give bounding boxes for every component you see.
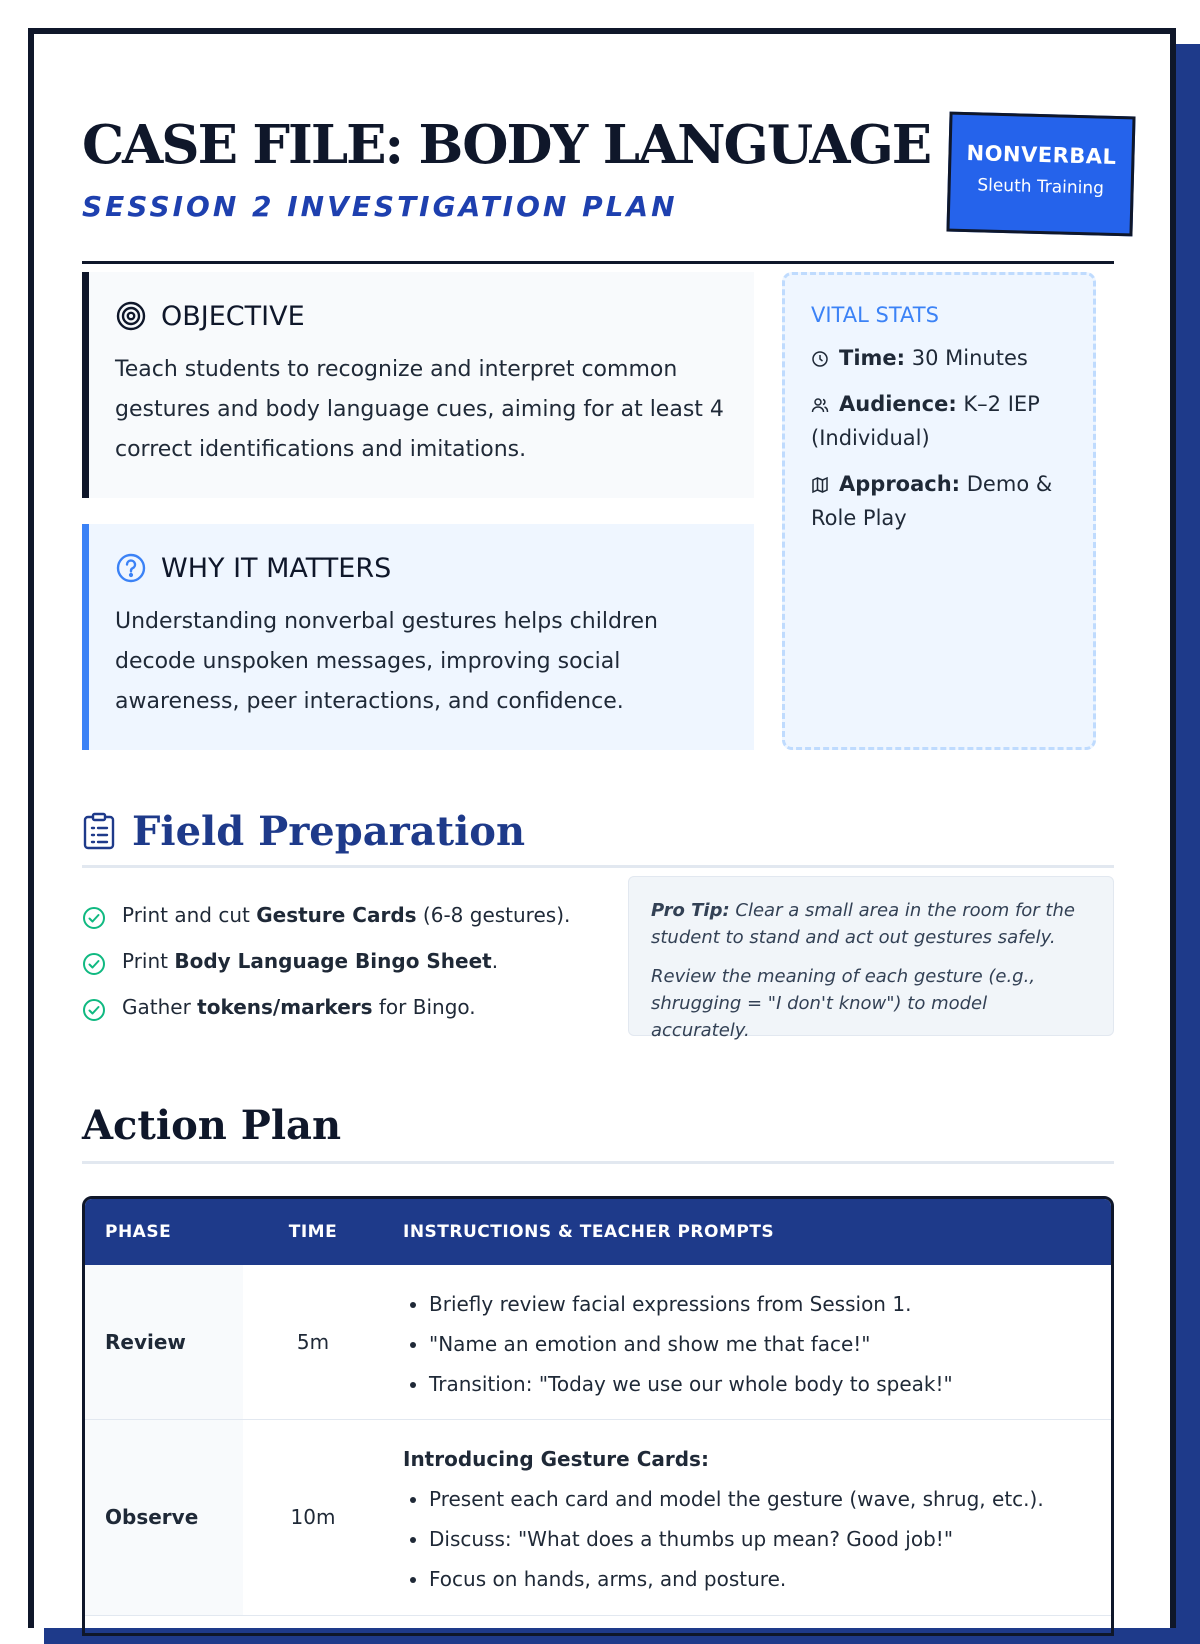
page-title: CASE FILE: BODY LANGUAGE	[82, 114, 931, 176]
col-instructions: INSTRUCTIONS & TEACHER PROMPTS	[383, 1199, 1111, 1265]
table-header-row	[85, 1199, 1111, 1265]
instruction-list	[403, 1479, 1091, 1599]
stat-audience-label: Audience:	[839, 392, 957, 416]
stat-audience-value: K–2 IEP (Individual)	[811, 392, 1040, 450]
header	[82, 84, 1117, 264]
row-time: 10m	[243, 1419, 383, 1615]
question-circle-icon	[115, 552, 147, 584]
why-panel	[82, 524, 754, 750]
stamp-line2: Sleuth Training	[977, 175, 1105, 199]
prep-item-1-bold: Gesture Cards	[256, 903, 417, 927]
action-plan-table	[82, 1196, 1114, 1636]
instruction-list	[403, 1284, 1091, 1404]
stat-time-label: Time:	[839, 346, 906, 370]
clock-icon	[811, 350, 829, 368]
list-item: • "Name an emotion and show me that face!"	[429, 1324, 1091, 1364]
objective-panel	[82, 272, 754, 498]
prep-item-3-post: for Bingo.	[372, 995, 476, 1019]
vital-stats-card	[782, 272, 1096, 750]
stat-approach-value: Demo & Role Play	[811, 472, 1053, 530]
check-circle-icon	[82, 952, 106, 976]
table-row	[85, 1419, 1111, 1615]
page-content	[28, 28, 1176, 1628]
prep-item-3-bold: tokens/markers	[197, 995, 373, 1019]
objective-title: OBJECTIVE	[161, 300, 305, 332]
list-item: • Present each card and model the gesture (wave, shrug, etc.).	[429, 1479, 1091, 1519]
instruction-lead: Introducing Gesture Cards:	[403, 1447, 709, 1471]
list-item: • Discuss: "What does a thumbs up mean? Good job!"	[429, 1519, 1091, 1559]
stat-time-value: 30 Minutes	[911, 346, 1028, 370]
row-phase: Review	[85, 1265, 243, 1419]
row-time: 5m	[243, 1265, 383, 1419]
stat-approach-label: Approach:	[839, 472, 961, 496]
stamp-line1: NONVERBAL	[966, 141, 1117, 169]
field-prep-heading	[82, 808, 1114, 868]
table-row	[85, 1265, 1111, 1419]
prep-item-1	[82, 898, 582, 932]
why-title: WHY IT MATTERS	[161, 552, 392, 584]
prep-item-2-post: .	[491, 949, 499, 973]
pro-tip-1	[651, 897, 1091, 951]
objective-heading	[115, 300, 305, 332]
prep-item-1-pre: Print and cut	[122, 903, 257, 927]
prep-item-3-pre: Gather	[122, 995, 198, 1019]
action-plan-title: Action Plan	[82, 1102, 1114, 1164]
vital-stats-title: VITAL STATS	[811, 303, 939, 327]
row-instructions	[383, 1265, 1111, 1419]
stat-time	[811, 341, 1067, 375]
prep-item-1-post: (6-8 gestures).	[416, 903, 571, 927]
check-circle-icon	[82, 906, 106, 930]
row-phase: Observe	[85, 1419, 243, 1615]
pro-tip-box	[628, 876, 1114, 1041]
list-item: • Focus on hands, arms, and posture.	[429, 1559, 1091, 1599]
col-phase: PHASE	[85, 1199, 243, 1265]
list-item: • Transition: "Today we use our whole body to speak!"	[429, 1364, 1091, 1404]
prep-item-2-bold: Body Language Bingo Sheet	[174, 949, 492, 973]
prep-item-2-pre: Print	[122, 949, 175, 973]
target-icon	[115, 300, 147, 332]
col-time: TIME	[243, 1199, 383, 1265]
row-instructions	[383, 1419, 1111, 1615]
pro-tip-2: Review the meaning of each gesture (e.g., shrugging = "I don't know") to model accurately.	[651, 966, 1036, 1041]
pro-tip-text: Clear a small area in the room for the student to stand and act out gestures safely.	[651, 900, 1075, 948]
clipboard-icon	[82, 812, 116, 850]
pro-tip-label: Pro Tip:	[651, 900, 730, 921]
prep-checklist	[82, 898, 582, 1036]
prep-item-3	[82, 990, 582, 1024]
prep-item-2	[82, 944, 582, 978]
stat-audience	[811, 387, 1067, 455]
users-icon	[811, 396, 829, 414]
stat-approach	[811, 467, 1067, 535]
nonverbal-stamp	[946, 112, 1135, 237]
objective-text: Teach students to recognize and interpret common gestures and body language cues, aiming for at least 4 correct identifications and imitations.	[115, 357, 724, 462]
why-text: Understanding nonverbal gestures helps children decode unspoken messages, improving social awareness, peer interactions, and confidence.	[115, 609, 658, 714]
list-item: • Briefly review facial expressions from Session 1.	[429, 1284, 1091, 1324]
map-icon	[811, 476, 829, 494]
why-heading	[115, 552, 391, 584]
page-subtitle: SESSION 2 INVESTIGATION PLAN	[82, 190, 678, 223]
check-circle-icon	[82, 998, 106, 1022]
field-prep-title: Field Preparation	[132, 808, 526, 855]
